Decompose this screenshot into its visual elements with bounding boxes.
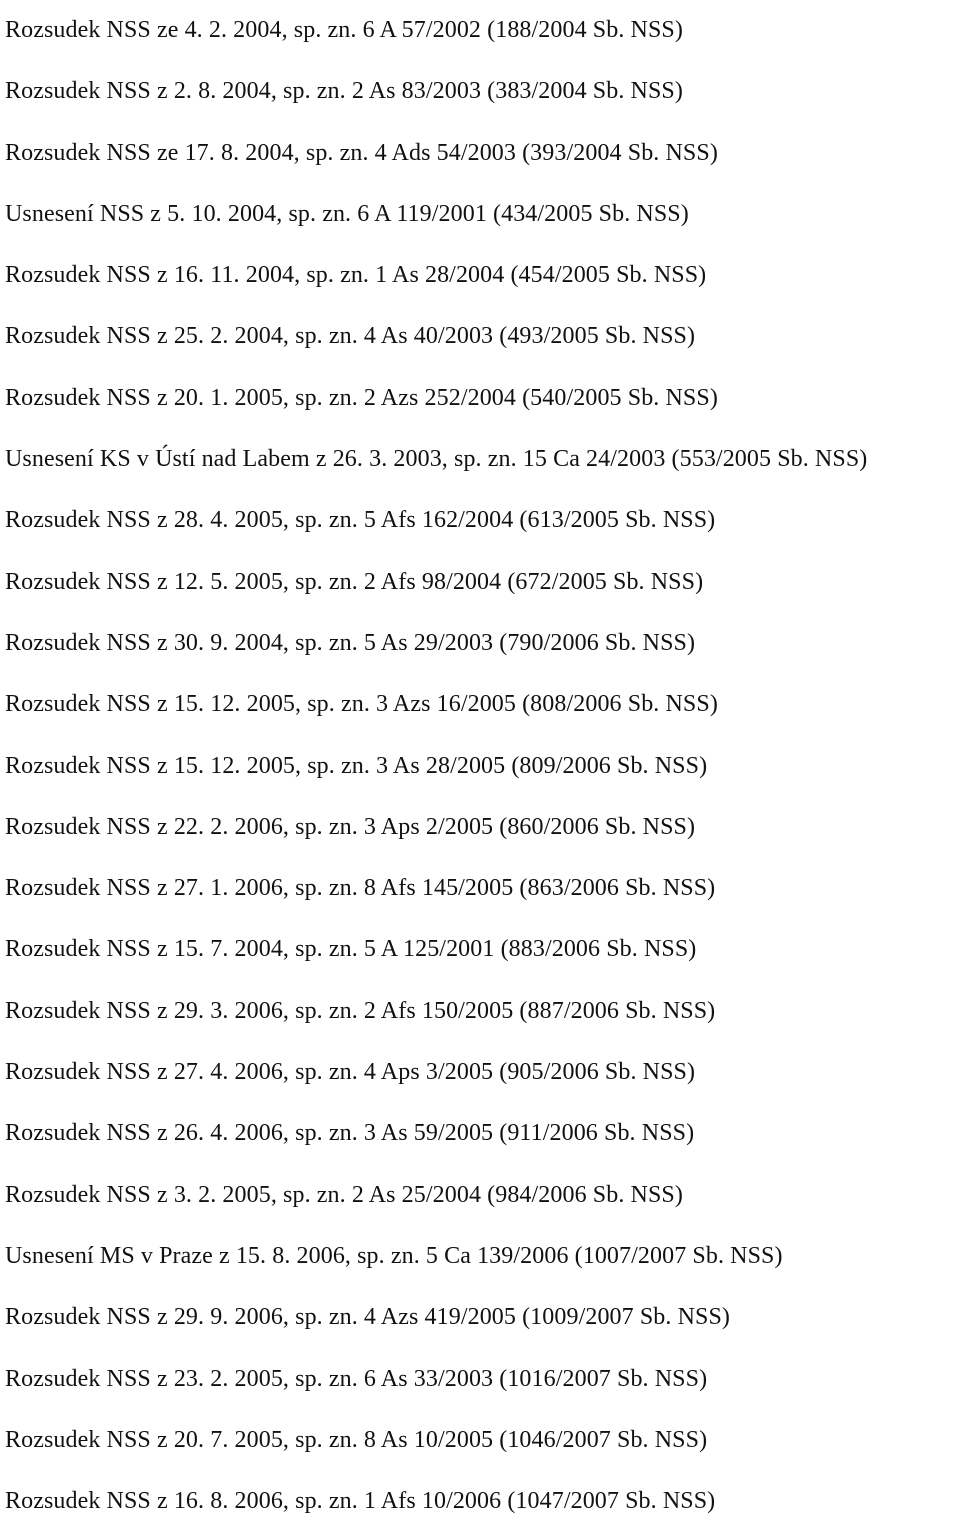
citation-line: Rozsudek NSS z 15. 7. 2004, sp. zn. 5 A 125/2001 (883/2006 Sb. NSS) <box>5 936 697 963</box>
citation-line: Rozsudek NSS z 26. 4. 2006, sp. zn. 3 As 59/2005 (911/2006 Sb. NSS) <box>5 1120 695 1147</box>
citation-line: Usnesení NSS z 5. 10. 2004, sp. zn. 6 A 119/2001 (434/2005 Sb. NSS) <box>5 200 689 227</box>
citation-line: Rozsudek NSS z 20. 1. 2005, sp. zn. 2 Azs 252/2004 (540/2005 Sb. NSS) <box>5 384 718 411</box>
citation-line: Usnesení KS v Ústí nad Labem z 26. 3. 2003, sp. zn. 15 Ca 24/2003 (553/2005 Sb. NSS) <box>5 446 868 473</box>
document-body <box>5 0 955 1532</box>
citation-line: Rozsudek NSS z 3. 2. 2005, sp. zn. 2 As 25/2004 (984/2006 Sb. NSS) <box>5 1181 683 1208</box>
citation-line: Rozsudek NSS z 16. 11. 2004, sp. zn. 1 As 28/2004 (454/2005 Sb. NSS) <box>5 262 707 289</box>
citation-line: Rozsudek NSS z 28. 4. 2005, sp. zn. 5 Afs 162/2004 (613/2005 Sb. NSS) <box>5 507 716 534</box>
citation-line: Rozsudek NSS z 25. 2. 2004, sp. zn. 4 As 40/2003 (493/2005 Sb. NSS) <box>5 323 696 350</box>
citation-line: Rozsudek NSS z 2. 8. 2004, sp. zn. 2 As 83/2003 (383/2004 Sb. NSS) <box>5 78 683 105</box>
citation-line: Rozsudek NSS z 29. 3. 2006, sp. zn. 2 Afs 150/2005 (887/2006 Sb. NSS) <box>5 997 716 1024</box>
citation-line: Rozsudek NSS z 16. 8. 2006, sp. zn. 1 Afs 10/2006 (1047/2007 Sb. NSS) <box>5 1488 716 1515</box>
citation-line: Rozsudek NSS z 20. 7. 2005, sp. zn. 8 As 10/2005 (1046/2007 Sb. NSS) <box>5 1426 708 1453</box>
citation-line: Rozsudek NSS z 30. 9. 2004, sp. zn. 5 As 29/2003 (790/2006 Sb. NSS) <box>5 629 696 656</box>
citation-line: Rozsudek NSS z 12. 5. 2005, sp. zn. 2 Afs 98/2004 (672/2005 Sb. NSS) <box>5 568 704 595</box>
citation-line: Rozsudek NSS ze 17. 8. 2004, sp. zn. 4 Ads 54/2003 (393/2004 Sb. NSS) <box>5 139 718 166</box>
citation-line: Usnesení MS v Praze z 15. 8. 2006, sp. zn. 5 Ca 139/2006 (1007/2007 Sb. NSS) <box>5 1242 783 1269</box>
citation-line: Rozsudek NSS z 27. 4. 2006, sp. zn. 4 Aps 3/2005 (905/2006 Sb. NSS) <box>5 1059 696 1086</box>
citation-line: Rozsudek NSS z 23. 2. 2005, sp. zn. 6 As 33/2003 (1016/2007 Sb. NSS) <box>5 1365 708 1392</box>
citation-line: Rozsudek NSS z 15. 12. 2005, sp. zn. 3 Azs 16/2005 (808/2006 Sb. NSS) <box>5 691 718 718</box>
citation-line: Rozsudek NSS z 22. 2. 2006, sp. zn. 3 Aps 2/2005 (860/2006 Sb. NSS) <box>5 813 696 840</box>
citation-line: Rozsudek NSS ze 4. 2. 2004, sp. zn. 6 A 57/2002 (188/2004 Sb. NSS) <box>5 17 683 43</box>
citation-line: Rozsudek NSS z 29. 9. 2006, sp. zn. 4 Azs 419/2005 (1009/2007 Sb. NSS) <box>5 1304 731 1331</box>
citation-line: Rozsudek NSS z 15. 12. 2005, sp. zn. 3 As 28/2005 (809/2006 Sb. NSS) <box>5 752 708 779</box>
citation-line: Rozsudek NSS z 27. 1. 2006, sp. zn. 8 Afs 145/2005 (863/2006 Sb. NSS) <box>5 875 716 902</box>
